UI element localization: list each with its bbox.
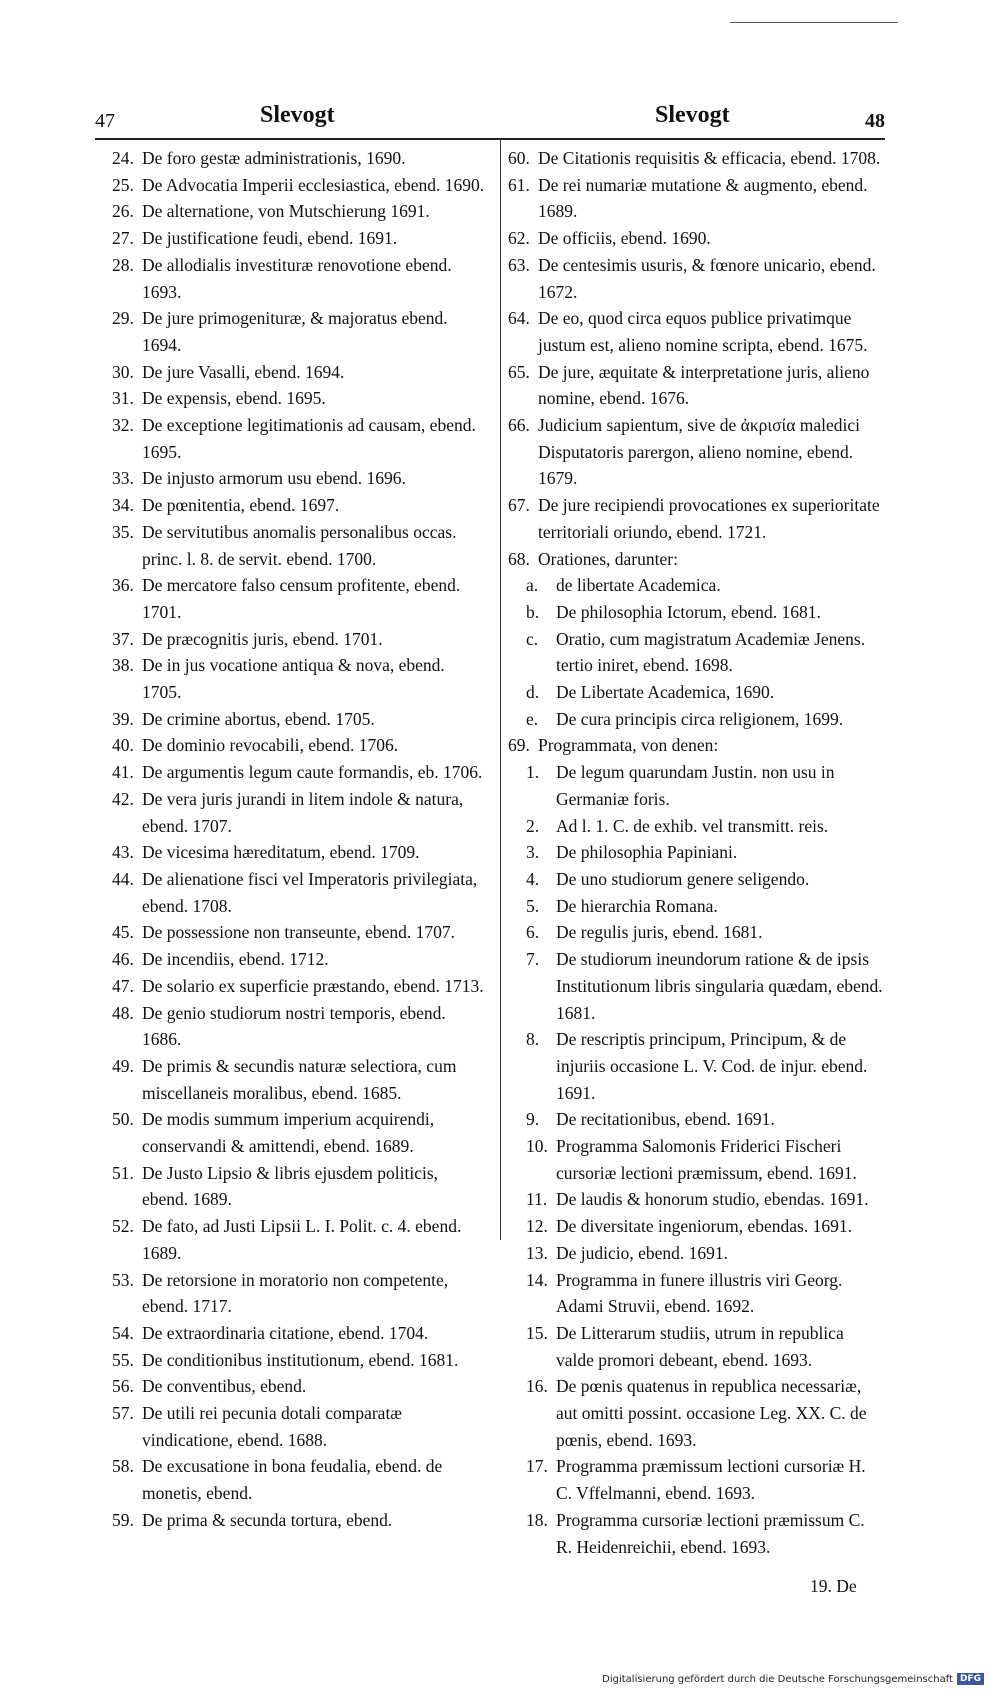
bibliography-entry [112,572,486,625]
entry-text: Ad l. 1. C. de exhib. vel transmitt. reis. [556,815,829,836]
entry-number: 68. [508,548,530,569]
entry-text: De laudis & honorum studio, ebendas. 1691. [556,1189,869,1210]
bibliography-entry [112,1160,486,1213]
entry-text: De utili rei pecunia dotali comparatæ vindicatione, ebend. 1688. [142,1403,402,1450]
entry-text: De expensis, ebend. 1695. [142,388,326,409]
entry-text: De pœnis quatenus in republica necessariæ, aut omitti possint. occasione Leg. XX. C. de pœnis, ebend. 1693. [556,1376,867,1450]
entry-text: De uno studiorum genere seligendo. [556,868,810,889]
bibliography-entry [112,519,486,572]
entry-number: 13. [526,1242,548,1263]
entry-text: De fato, ad Justi Lipsii L. I. Polit. c. 4. ebend. 1689. [142,1216,462,1263]
sub-entry [508,706,884,733]
page-number-right: 48 [865,110,885,132]
entry-text: De solario ex superficie præstando, ebend. 1713. [142,975,484,996]
page-header [95,100,885,140]
entry-number: 2. [526,815,540,836]
entry-number: 31. [112,388,134,409]
bibliography-entry [508,359,884,412]
bibliography-entry [112,706,486,733]
bibliography-entry [112,252,486,305]
bibliography-entry [508,145,884,172]
entry-text: De rescriptis principum, Principum, & de injuriis occasione L. V. Cod. de injur. ebend. 1691. [556,1029,868,1103]
entry-text: Programma Salomonis Friderici Fischeri cursoriæ lectioni præmissum, ebend. 1691. [556,1136,857,1183]
entry-text: De jure primogenituræ, & majoratus ebend. 1694. [142,308,448,355]
sub-entry [508,599,884,626]
entry-number: 51. [112,1162,134,1183]
entry-number: 15. [526,1322,548,1343]
entry-number: 37. [112,628,134,649]
bibliography-entry [112,198,486,225]
entry-text: Programma in funere illustris viri Georg. Adami Struvii, ebend. 1692. [556,1269,843,1317]
entry-text: De pœnitentia, ebend. 1697. [142,495,340,516]
running-title-left: Slevogt [260,102,335,128]
bibliography-entry [112,412,486,465]
footer [602,1673,984,1685]
entry-text: De hierarchia Romana. [556,895,718,916]
entry-text: De justificatione feudi, ebend. 1691. [142,228,398,249]
entry-text: De in jus vocatione antiqua & nova, ebend. 1705. [142,655,445,703]
entry-number: 39. [112,708,134,729]
entry-text: De allodialis investituræ renovotione ebend. 1693. [142,254,452,302]
entry-number: a. [526,575,539,596]
entry-number: 12. [526,1216,548,1237]
catchword: 19. De [810,1576,857,1596]
bibliography-entry [112,1053,486,1106]
entry-text: De prima & secunda tortura, ebend. [142,1509,393,1530]
entry-number: 64. [508,308,530,329]
sub-entry [508,893,884,920]
running-title-right: Slevogt [655,102,730,128]
entry-text: De Advocatia Imperii ecclesiastica, ebend. 1690. [142,174,485,195]
bibliography-entry [112,145,486,172]
entry-number: 53. [112,1269,134,1290]
bibliography-entry [112,1507,486,1534]
entry-number: 54. [112,1322,134,1343]
entry-number: 38. [112,655,134,676]
entry-number: e. [526,708,539,729]
bibliography-entry [112,385,486,412]
bibliography-entry [112,1320,486,1347]
entry-text: De centesimis usuris, & fœnore unicario, ebend. 1672. [538,254,876,302]
entry-text: Programma cursoriæ lectioni præmissum C. R. Heidenreichii, ebend. 1693. [556,1509,865,1557]
page-number-left: 47 [95,110,115,132]
entry-number: 7. [526,949,540,970]
sub-entry [508,759,884,812]
bibliography-entry [112,946,486,973]
entry-number: 45. [112,922,134,943]
bibliography-entry [112,839,486,866]
entry-number: 14. [526,1269,548,1290]
entry-text: De extraordinaria citatione, ebend. 1704. [142,1322,429,1343]
entry-text: De excusatione in bona feudalia, ebend. de monetis, ebend. [142,1456,443,1504]
footer-text: Digitalisierung gefördert durch die Deutsche Forschungsgemeinschaft [602,1673,953,1685]
entry-number: 4. [526,868,540,889]
entry-text: De legum quarundam Justin. non usu in Germaniæ foris. [556,762,835,809]
entry-text: De diversitate ingeniorum, ebendas. 1691. [556,1216,852,1237]
bibliography-entry [508,305,884,358]
entry-text: De eo, quod circa equos publice privatimque justum est, alieno nomine scripta, ebend. 1675. [538,308,868,355]
sub-entry [508,679,884,706]
sub-entry [508,1213,884,1240]
bibliography-entry [112,973,486,1000]
column-divider [500,140,501,1240]
entry-number: 8. [526,1029,540,1050]
entry-number: 50. [112,1109,134,1130]
bibliography-entry [112,759,486,786]
entry-text: De conventibus, ebend. [142,1376,307,1397]
entry-number: 6. [526,922,540,943]
entry-number: 42. [112,788,134,809]
entry-text: De servitutibus anomalis personalibus occas. princ. l. 8. de servit. ebend. 1700. [142,521,457,569]
entry-number: 60. [508,148,530,168]
entry-text: De studiorum ineundorum ratione & de ipsis Institutionum libris singularia quædam, ebend. 1681. [556,949,883,1023]
entry-text: De primis & secundis naturæ selectiora, cum miscellaneis moralibus, ebend. 1685. [142,1055,457,1103]
entry-text: De exceptione legitimationis ad causam, ebend. 1695. [142,415,476,462]
entry-number: 65. [508,361,530,382]
entry-text: Programma præmissum lectioni cursoriæ H. C. Vffelmanni, ebend. 1693. [556,1456,866,1504]
entry-text: De jure Vasalli, ebend. 1694. [142,361,345,382]
entry-number: 59. [112,1509,134,1530]
sub-entry [508,1240,884,1267]
entry-text: De vera juris jurandi in litem indole & natura, ebend. 1707. [142,788,464,836]
entry-number: 27. [112,228,134,249]
entry-number: 17. [526,1456,548,1477]
entry-number: 41. [112,762,134,783]
bibliography-entry [112,1400,486,1453]
header-rule [95,138,885,140]
entry-number: 33. [112,468,134,489]
entry-text: De crimine abortus, ebend. 1705. [142,708,375,729]
entry-text: De alternatione, von Mutschierung 1691. [142,201,430,222]
bibliography-entry [112,1267,486,1320]
entry-text: De rei numariæ mutatione & augmento, ebend. 1689. [538,174,868,222]
bibliography-entry [508,732,884,759]
entry-number: 26. [112,201,134,222]
entry-text: De alienatione fisci vel Imperatoris privilegiata, ebend. 1708. [142,868,478,916]
dfg-logo: DFG [957,1673,984,1685]
sub-entry [508,1186,884,1213]
bibliography-entry [508,492,884,545]
entry-number: 66. [508,415,530,436]
entry-text: Oratio, cum magistratum Academiæ Jenens. tertio iniret, ebend. 1698. [556,628,866,676]
bibliography-entry [112,626,486,653]
bibliography-entry [112,652,486,705]
right-column [508,145,884,1560]
entry-number: 56. [112,1376,134,1397]
bibliography-entry [112,786,486,839]
bibliography-entry [508,412,884,492]
entry-number: 34. [112,495,134,516]
entry-text: De cura principis circa religionem, 1699. [556,708,844,729]
entry-text: De philosophia Papiniani. [556,842,738,863]
bibliography-entry [112,1347,486,1374]
entry-number: 61. [508,174,530,195]
entry-number: 35. [112,521,134,542]
bibliography-entry [508,172,884,225]
bibliography-entry [112,1106,486,1159]
sub-entry [508,813,884,840]
bibliography-entry [112,866,486,919]
entry-number: 1. [526,762,540,783]
bibliography-entry [112,305,486,358]
entry-text: De philosophia Ictorum, ebend. 1681. [556,601,821,622]
entry-number: 52. [112,1216,134,1237]
entry-number: 43. [112,842,134,863]
entry-text: de libertate Academica. [556,575,721,596]
entry-text: Judicium sapientum, sive de ἀκρισία maledici Disputatoris parergon, alieno nomine, ebend. 1679. [538,415,861,489]
entry-text: De vicesima hæreditatum, ebend. 1709. [142,842,420,863]
entry-text: De jure recipiendi provocationes ex superioritate territoriali oriundo, ebend. 1721. [538,495,880,542]
entry-number: b. [526,601,540,622]
bibliography-entry [112,172,486,199]
bibliography-entry [112,919,486,946]
bibliography-entry [112,1000,486,1053]
entry-text: De modis summum imperium acquirendi, conservandi & amittendi, ebend. 1689. [142,1109,435,1157]
entry-text: De judicio, ebend. 1691. [556,1242,729,1263]
bibliography-entry [508,546,884,573]
entry-number: 10. [526,1136,548,1157]
sub-entry [508,1106,884,1133]
entry-number: 63. [508,254,530,275]
entry-text: De Libertate Academica, 1690. [556,682,775,703]
entry-number: 44. [112,868,134,889]
entry-number: 67. [508,495,530,516]
entry-number: 40. [112,735,134,756]
bibliography-entry [112,1213,486,1266]
bibliography-entry [112,1373,486,1400]
entry-text: De recitationibus, ebend. 1691. [556,1109,775,1130]
sub-entry [508,1453,884,1506]
sub-entry [508,1320,884,1373]
bibliography-entry [508,252,884,305]
entry-number: 30. [112,361,134,382]
entry-number: 25. [112,174,134,195]
entry-text: De conditionibus institutionum, ebend. 1681. [142,1349,459,1370]
entry-number: 49. [112,1055,134,1076]
entry-number: 48. [112,1002,134,1023]
entry-text: De Litterarum studiis, utrum in republica valde promori debeant, ebend. 1693. [556,1322,844,1370]
bibliography-entry [112,359,486,386]
entry-number: 47. [112,975,134,996]
entry-text: De dominio revocabili, ebend. 1706. [142,735,399,756]
sub-entry [508,572,884,599]
entry-text: De mercatore falso censum profitente, ebend. 1701. [142,575,461,622]
sub-entry [508,1133,884,1186]
entry-number: 69. [508,735,530,756]
entry-number: d. [526,682,540,703]
entry-text: De præcognitis juris, ebend. 1701. [142,628,383,649]
entry-text: De Citationis requisitis & efficacia, ebend. 1708. [538,148,881,168]
bibliography-entry [112,465,486,492]
bibliography-entry [112,492,486,519]
entry-number: 58. [112,1456,134,1477]
sub-entry [508,1507,884,1560]
sub-entry [508,866,884,893]
entry-number: 5. [526,895,540,916]
entry-number: 55. [112,1349,134,1370]
entry-number: 57. [112,1403,134,1424]
entry-text: De jure, æquitate & interpretatione juris, alieno nomine, ebend. 1676. [538,361,870,409]
entry-number: 32. [112,415,134,436]
entry-number: 16. [526,1376,548,1397]
bibliography-entry [112,1453,486,1506]
sub-entry [508,1267,884,1320]
entry-text: De retorsione in moratorio non competente, ebend. 1717. [142,1269,449,1317]
sub-entry [508,919,884,946]
entry-text: De foro gestæ administrationis, 1690. [142,148,406,168]
sub-entry [508,839,884,866]
entry-number: 9. [526,1109,540,1130]
bibliography-entry [112,732,486,759]
sub-entry [508,946,884,1026]
top-rule [730,22,898,23]
entry-text: De possessione non transeunte, ebend. 1707. [142,922,455,943]
entry-text: De Justo Lipsio & libris ejusdem politicis, ebend. 1689. [142,1162,439,1210]
entry-text: De genio studiorum nostri temporis, ebend. 1686. [142,1002,446,1050]
entry-text: Programmata, von denen: [538,735,719,756]
entry-number: 36. [112,575,134,596]
entry-number: 28. [112,254,134,275]
entry-number: 3. [526,842,540,863]
entry-number: 46. [112,949,134,970]
entry-text: De officiis, ebend. 1690. [538,228,711,249]
entry-text: De argumentis legum caute formandis, eb. 1706. [142,762,483,783]
entry-number: 24. [112,148,134,168]
entry-text: De regulis juris, ebend. 1681. [556,922,763,943]
bibliography-entry [112,225,486,252]
entry-number: 29. [112,308,134,329]
entry-number: c. [526,628,539,649]
entry-number: 11. [526,1189,548,1210]
entry-text: De injusto armorum usu ebend. 1696. [142,468,406,489]
entry-text: Orationes, darunter: [538,548,678,569]
sub-entry [508,1026,884,1106]
entry-text: De incendiis, ebend. 1712. [142,949,329,970]
left-column [112,145,486,1534]
entry-number: 62. [508,228,530,249]
sub-entry [508,626,884,679]
sub-entry [508,1373,884,1453]
bibliography-entry [508,225,884,252]
entry-number: 18. [526,1509,548,1530]
